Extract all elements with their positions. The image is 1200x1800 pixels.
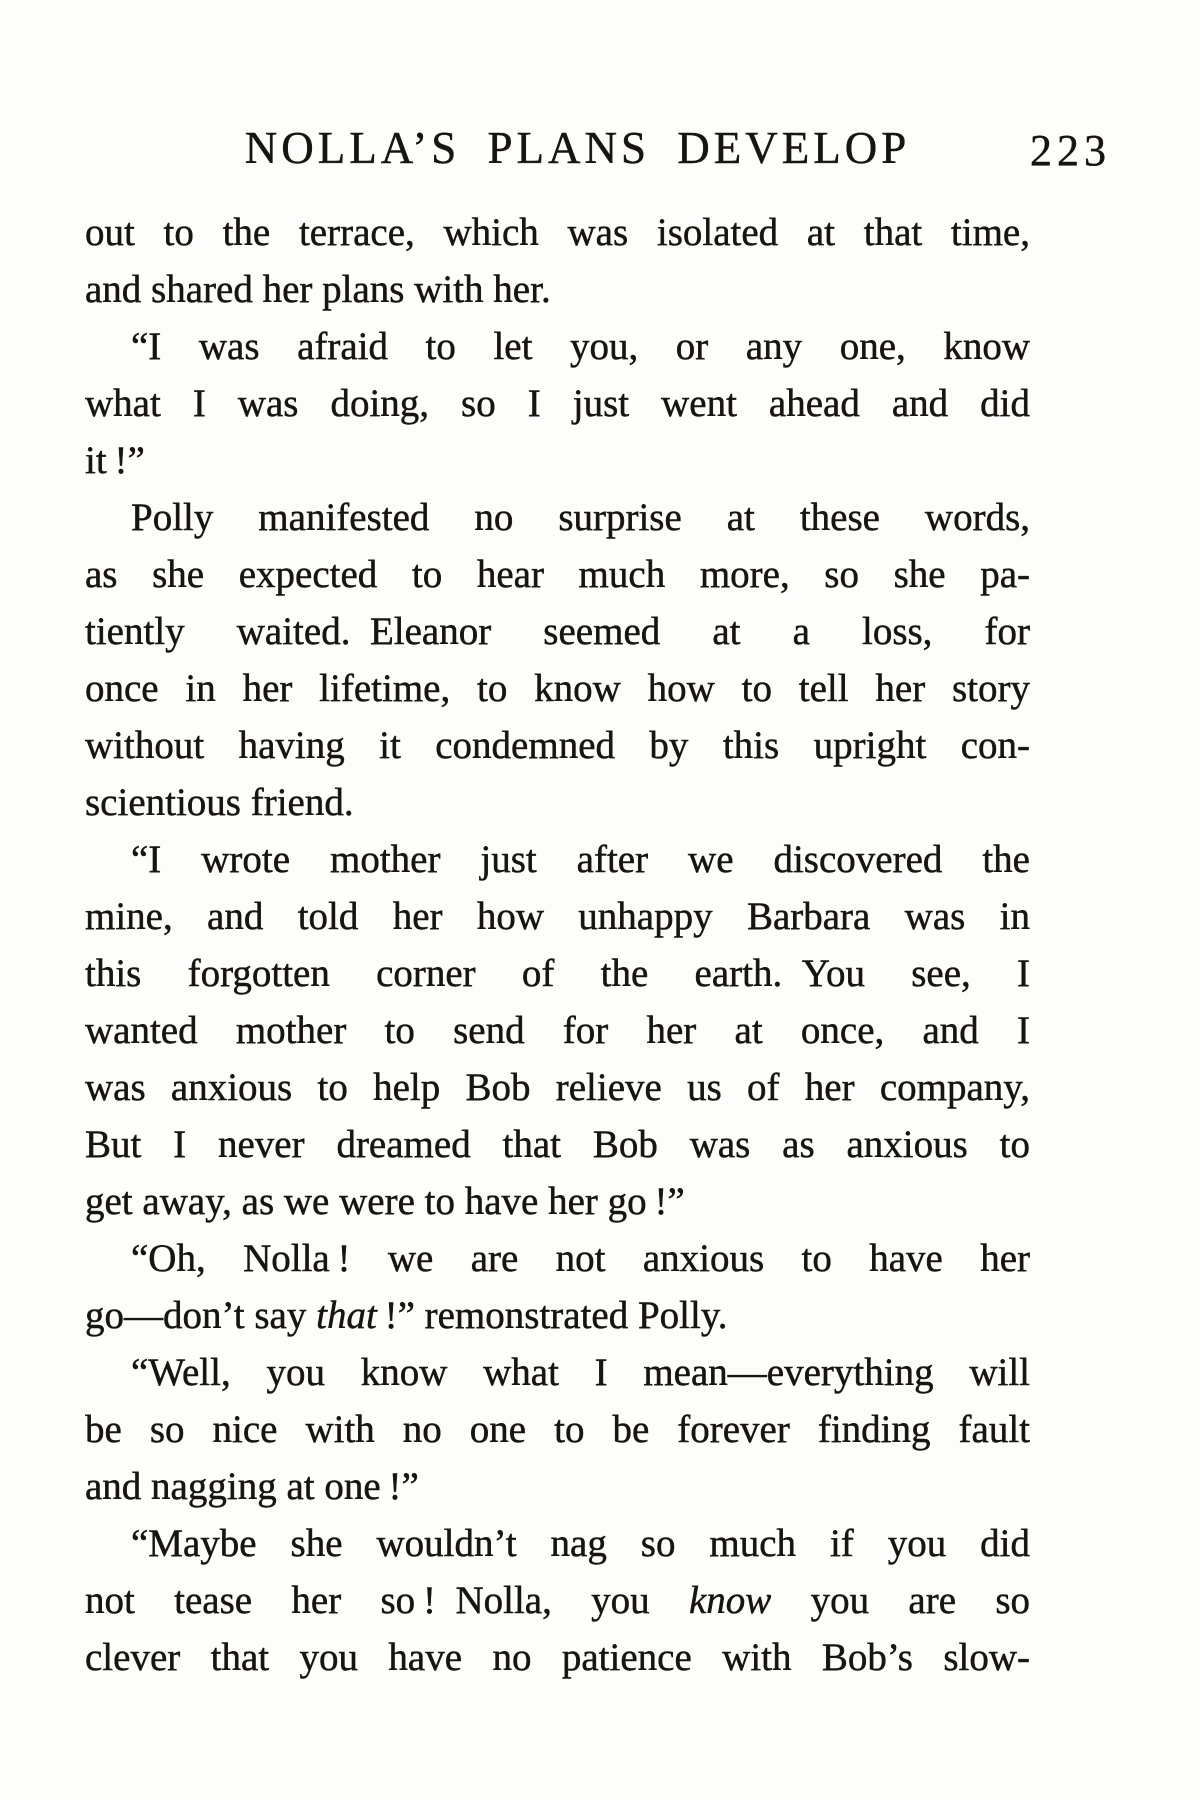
text-line: tiently waited. Eleanor seemed at a loss, for <box>85 610 1030 653</box>
text-line: once in her lifetime, to know how to tell her story <box>85 667 1030 710</box>
text-line: scientious friend. <box>85 781 354 824</box>
text-line: what I was doing, so I just went ahead and did <box>85 382 1030 425</box>
chapter-title: NOLLA’S PLANS DEVELOP <box>244 123 911 173</box>
text-segment: you are so <box>771 1579 1030 1622</box>
text-line <box>85 1287 1030 1344</box>
text-line: get away, as we were to have her go !” <box>85 1180 685 1223</box>
text-line: it !” <box>85 439 145 482</box>
text-line: as she expected to hear much more, so she pa- <box>85 553 1030 596</box>
text-line: mine, and told her how unhappy Barbara was in <box>85 895 1030 938</box>
text-line: “I was afraid to let you, or any one, know <box>131 325 1030 368</box>
text-line: without having it condemned by this upright con- <box>85 724 1030 767</box>
text-line: this forgotten corner of the earth. You see, I <box>85 952 1030 995</box>
text-line: “Oh, Nolla ! we are not anxious to have her <box>131 1237 1030 1280</box>
text-line: “Maybe she wouldn’t nag so much if you did <box>131 1522 1030 1565</box>
running-header <box>85 118 1030 178</box>
italic-word: that <box>316 1294 377 1337</box>
text-line: and nagging at one !” <box>85 1465 419 1508</box>
text-line: and shared her plans with her. <box>85 268 551 311</box>
text-segment: not tease her so ! Nolla, you <box>85 1579 689 1622</box>
text-line: clever that you have no patience with Bob’s slow- <box>85 1636 1030 1679</box>
text-line: be so nice with no one to be forever finding fault <box>85 1408 1030 1451</box>
text-line: wanted mother to send for her at once, and I <box>85 1009 1030 1052</box>
text-line: Polly manifested no surprise at these words, <box>131 496 1030 539</box>
text-line: was anxious to help Bob relieve us of her company, <box>85 1066 1030 1109</box>
text-line: “Well, you know what I mean—everything will <box>131 1351 1030 1394</box>
italic-word: know <box>688 1579 772 1622</box>
text-line: But I never dreamed that Bob was as anxious to <box>85 1123 1030 1166</box>
text-segment: !” remonstrated Polly. <box>376 1294 728 1337</box>
page-number: 223 <box>1030 126 1111 175</box>
page-body <box>85 204 1030 1686</box>
text-line: out to the terrace, which was isolated at that time, <box>85 211 1030 254</box>
text-segment: go—don’t say <box>85 1294 317 1337</box>
text-line <box>85 1572 1030 1629</box>
text-line: “I wrote mother just after we discovered the <box>131 838 1030 881</box>
